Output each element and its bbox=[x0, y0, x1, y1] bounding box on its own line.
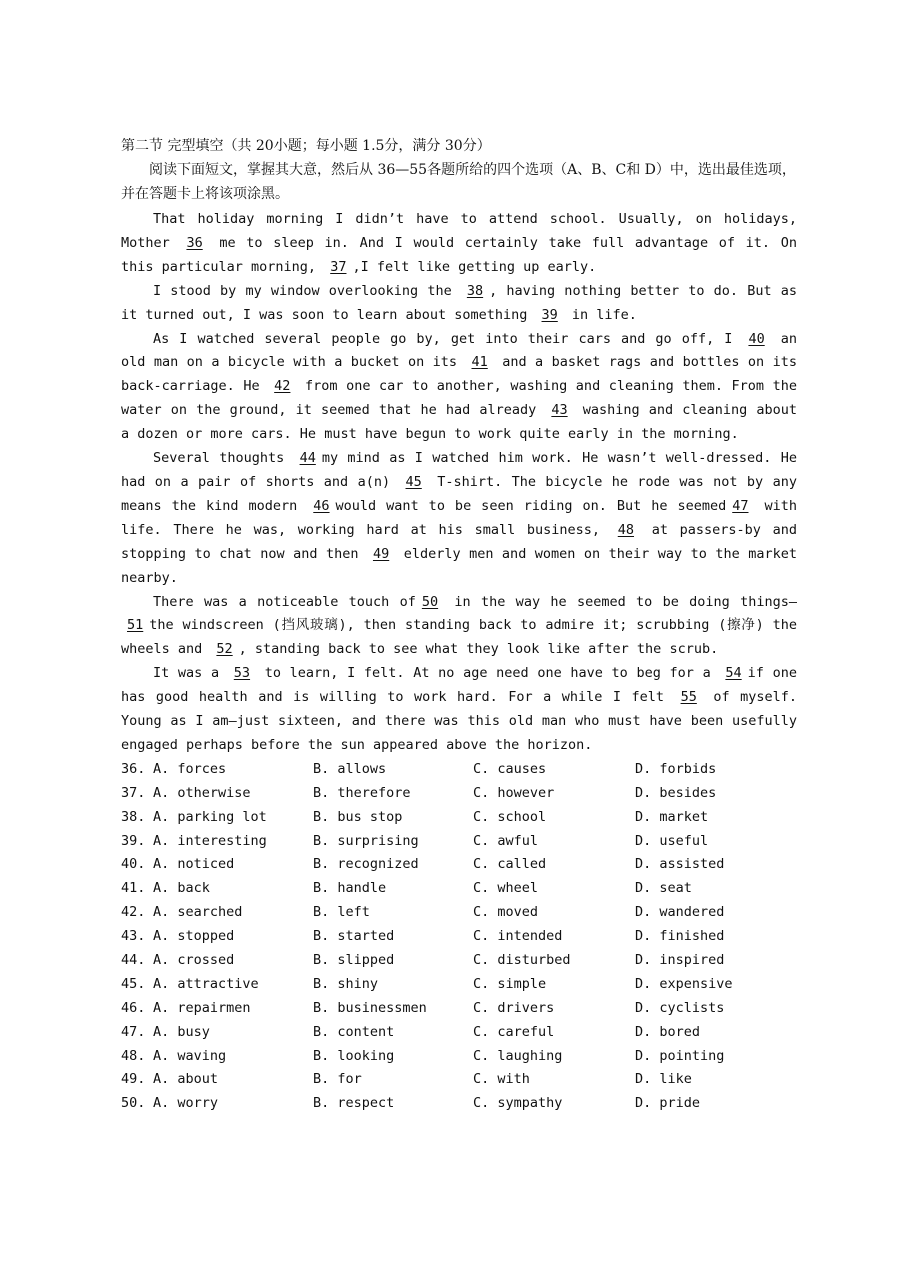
option-a: A. worry bbox=[153, 1095, 219, 1112]
instructions: 阅读下面短文，掌握其大意，然后从 36—55各题所给的四个选项（A、B、C和 D）中，选出最佳选项，并在答题卡上将该项涂黑。 bbox=[121, 162, 796, 202]
question-number: 48. bbox=[121, 1047, 146, 1064]
option-row bbox=[121, 949, 797, 973]
question-number: 38. bbox=[121, 808, 146, 825]
passage-text: It was a bbox=[153, 665, 228, 682]
option-a: A. stopped bbox=[153, 928, 235, 945]
option-b: B. shiny bbox=[313, 975, 379, 992]
option-b: B. therefore bbox=[313, 784, 411, 801]
question-number: 44. bbox=[121, 951, 146, 968]
option-row bbox=[121, 830, 797, 854]
option-a: A. back bbox=[153, 880, 210, 897]
option-d: D. pride bbox=[635, 1095, 701, 1112]
passage-paragraph bbox=[121, 447, 797, 590]
blank-54: 54 bbox=[725, 665, 742, 682]
question-number: 40. bbox=[121, 856, 146, 873]
blank-53: 53 bbox=[233, 665, 251, 682]
option-b: B. for bbox=[313, 1071, 362, 1088]
option-row bbox=[121, 1045, 797, 1069]
cloze-passage bbox=[121, 208, 797, 758]
option-a: A. otherwise bbox=[153, 784, 251, 801]
option-c: C. laughing bbox=[473, 1047, 563, 1064]
option-a: A. busy bbox=[153, 1023, 210, 1040]
option-d: D. pointing bbox=[635, 1047, 725, 1064]
passage-paragraph bbox=[121, 662, 797, 758]
option-row bbox=[121, 758, 797, 782]
passage-text: in life. bbox=[563, 306, 637, 323]
blank-42: 42 bbox=[274, 378, 291, 395]
exam-page bbox=[121, 134, 797, 1116]
passage-text: Several thoughts bbox=[153, 450, 294, 467]
option-a: A. forces bbox=[153, 760, 227, 777]
option-a: A. parking lot bbox=[153, 808, 267, 825]
passage-paragraph bbox=[121, 280, 797, 328]
blank-47: 47 bbox=[732, 497, 749, 514]
option-c: C. intended bbox=[473, 928, 563, 945]
blank-44: 44 bbox=[299, 450, 316, 467]
passage-paragraph bbox=[121, 208, 797, 280]
option-d: D. forbids bbox=[635, 760, 717, 777]
question-number: 50. bbox=[121, 1095, 146, 1112]
option-row bbox=[121, 901, 797, 925]
option-c: C. school bbox=[473, 808, 547, 825]
question-number: 46. bbox=[121, 999, 146, 1016]
question-number: 45. bbox=[121, 975, 146, 992]
blank-40: 40 bbox=[748, 330, 765, 347]
blank-38: 38 bbox=[466, 282, 484, 299]
question-number: 49. bbox=[121, 1071, 146, 1088]
option-row bbox=[121, 806, 797, 830]
option-a: A. interesting bbox=[153, 832, 267, 849]
option-a: A. noticed bbox=[153, 856, 235, 873]
option-row bbox=[121, 1092, 797, 1116]
passage-text: That holiday morning I didn’t have to attend school. Usually, on holidays, Mother bbox=[121, 211, 797, 251]
option-d: D. like bbox=[635, 1071, 692, 1088]
option-b: B. respect bbox=[313, 1095, 395, 1112]
section-title: 第二节 完型填空（共 20小题；每小题 1.5分，满分 30分） bbox=[121, 138, 491, 154]
blank-36: 36 bbox=[186, 234, 203, 251]
option-b: B. slipped bbox=[313, 951, 395, 968]
passage-text: T-shirt. The bicycle he rode was not by any means the kind modern bbox=[121, 473, 797, 514]
option-b: B. recognized bbox=[313, 856, 419, 873]
option-a: A. repairmen bbox=[153, 999, 251, 1016]
option-d: D. cyclists bbox=[635, 999, 725, 1016]
option-c: C. awful bbox=[473, 832, 539, 849]
option-d: D. market bbox=[635, 808, 709, 825]
question-number: 36. bbox=[121, 760, 146, 777]
passage-text: with life. There he was, working hard at his small business, bbox=[121, 497, 798, 538]
option-c: C. drivers bbox=[473, 999, 555, 1016]
option-d: D. useful bbox=[635, 832, 709, 849]
option-d: D. bored bbox=[635, 1023, 701, 1040]
option-a: A. attractive bbox=[153, 975, 259, 992]
passage-text: to learn, I felt. At no age need one have to beg for a bbox=[256, 665, 720, 682]
option-b: B. allows bbox=[313, 760, 387, 777]
option-c: C. wheel bbox=[473, 880, 539, 897]
option-c: C. moved bbox=[473, 904, 539, 921]
passage-text: I stood by my window overlooking the bbox=[153, 282, 461, 299]
option-c: C. sympathy bbox=[473, 1095, 563, 1112]
option-d: D. inspired bbox=[635, 951, 725, 968]
option-row bbox=[121, 1068, 797, 1092]
blank-50: 50 bbox=[421, 593, 439, 610]
blank-51: 51 bbox=[127, 617, 144, 634]
option-row bbox=[121, 973, 797, 997]
blank-43: 43 bbox=[551, 402, 568, 419]
option-row bbox=[121, 782, 797, 806]
option-b: B. bus stop bbox=[313, 808, 403, 825]
option-c: C. however bbox=[473, 784, 555, 801]
passage-text: washing and cleaning about a dozen or more cars. He must have begun to work quite early in the morning. bbox=[121, 402, 798, 443]
blank-48: 48 bbox=[617, 521, 635, 538]
question-number: 37. bbox=[121, 784, 146, 801]
option-d: D. wandered bbox=[635, 904, 725, 921]
passage-text: in the way he seemed to be doing things— bbox=[444, 593, 797, 610]
option-row bbox=[121, 853, 797, 877]
option-b: B. looking bbox=[313, 1047, 395, 1064]
option-c: C. called bbox=[473, 856, 547, 873]
blank-37: 37 bbox=[330, 258, 347, 275]
option-b: B. left bbox=[313, 904, 370, 921]
blank-49: 49 bbox=[372, 545, 390, 562]
option-a: A. searched bbox=[153, 904, 243, 921]
option-d: D. assisted bbox=[635, 856, 725, 873]
passage-text: and a basket rags and bottles on its back-carriage. He bbox=[121, 354, 797, 395]
passage-text: the windscreen (挡风玻璃), then standing back to admire it; scrubbing (擦净) the wheels and bbox=[121, 617, 797, 658]
passage-text: There was a noticeable touch of bbox=[153, 593, 416, 610]
option-c: C. with bbox=[473, 1071, 530, 1088]
option-b: B. handle bbox=[313, 880, 387, 897]
option-row bbox=[121, 1021, 797, 1045]
option-d: D. seat bbox=[635, 880, 692, 897]
blank-52: 52 bbox=[216, 641, 233, 658]
option-d: D. finished bbox=[635, 928, 725, 945]
option-row bbox=[121, 997, 797, 1021]
passage-text: at passers-by and stopping to chat now and then bbox=[121, 521, 797, 562]
blank-41: 41 bbox=[471, 354, 488, 371]
passage-text: elderly men and women on their way to the market nearby. bbox=[121, 545, 797, 586]
blank-39: 39 bbox=[541, 306, 558, 323]
passage-text: an old man on a bicycle with a bucket on its bbox=[121, 330, 797, 371]
question-number: 42. bbox=[121, 904, 146, 921]
option-a: A. about bbox=[153, 1071, 219, 1088]
option-row bbox=[121, 925, 797, 949]
option-b: B. content bbox=[313, 1023, 395, 1040]
passage-text: , having nothing better to do. But as it turned out, I was soon to learn about something bbox=[121, 282, 797, 323]
passage-text: , standing back to see what they look like after the scrub. bbox=[238, 641, 719, 658]
passage-paragraph bbox=[121, 328, 797, 448]
passage-text: from one car to another, washing and cleaning them. From the water on the ground, it seemed that he had already bbox=[121, 378, 797, 419]
option-c: C. causes bbox=[473, 760, 547, 777]
passage-text: if one has good health and is willing to work hard. For a while I felt bbox=[121, 665, 797, 706]
passage-text: As I watched several people go by, get into their cars and go off, I bbox=[153, 330, 743, 347]
question-number: 41. bbox=[121, 880, 146, 897]
question-number: 39. bbox=[121, 832, 146, 849]
passage-text: my mind as I watched him work. He wasn’t well-dressed. He had on a pair of shorts and a(n) bbox=[121, 450, 798, 490]
option-c: C. careful bbox=[473, 1023, 555, 1040]
blank-46: 46 bbox=[313, 497, 330, 514]
option-row bbox=[121, 877, 797, 901]
option-a: A. waving bbox=[153, 1047, 227, 1064]
passage-text: would want to be seen riding on. But he seemed bbox=[335, 497, 727, 514]
option-a: A. crossed bbox=[153, 951, 235, 968]
option-d: D. besides bbox=[635, 784, 717, 801]
passage-text: of myself. Young as I am—just sixteen, and there was this old man who must have been usefully engaged perhaps before the sun appeared above the horizon. bbox=[121, 689, 798, 753]
answer-options bbox=[121, 758, 797, 1116]
option-c: C. disturbed bbox=[473, 951, 571, 968]
blank-45: 45 bbox=[405, 473, 422, 490]
passage-text: ,I felt like getting up early. bbox=[352, 258, 597, 275]
option-b: B. businessmen bbox=[313, 999, 427, 1016]
passage-paragraph bbox=[121, 591, 797, 663]
option-b: B. surprising bbox=[313, 832, 419, 849]
option-d: D. expensive bbox=[635, 975, 733, 992]
blank-55: 55 bbox=[680, 689, 697, 706]
passage-text: me to sleep in. And I would certainly take full advantage of it. On this particular morning, bbox=[121, 234, 797, 275]
question-number: 47. bbox=[121, 1023, 146, 1040]
question-number: 43. bbox=[121, 928, 146, 945]
option-c: C. simple bbox=[473, 975, 547, 992]
option-b: B. started bbox=[313, 928, 395, 945]
